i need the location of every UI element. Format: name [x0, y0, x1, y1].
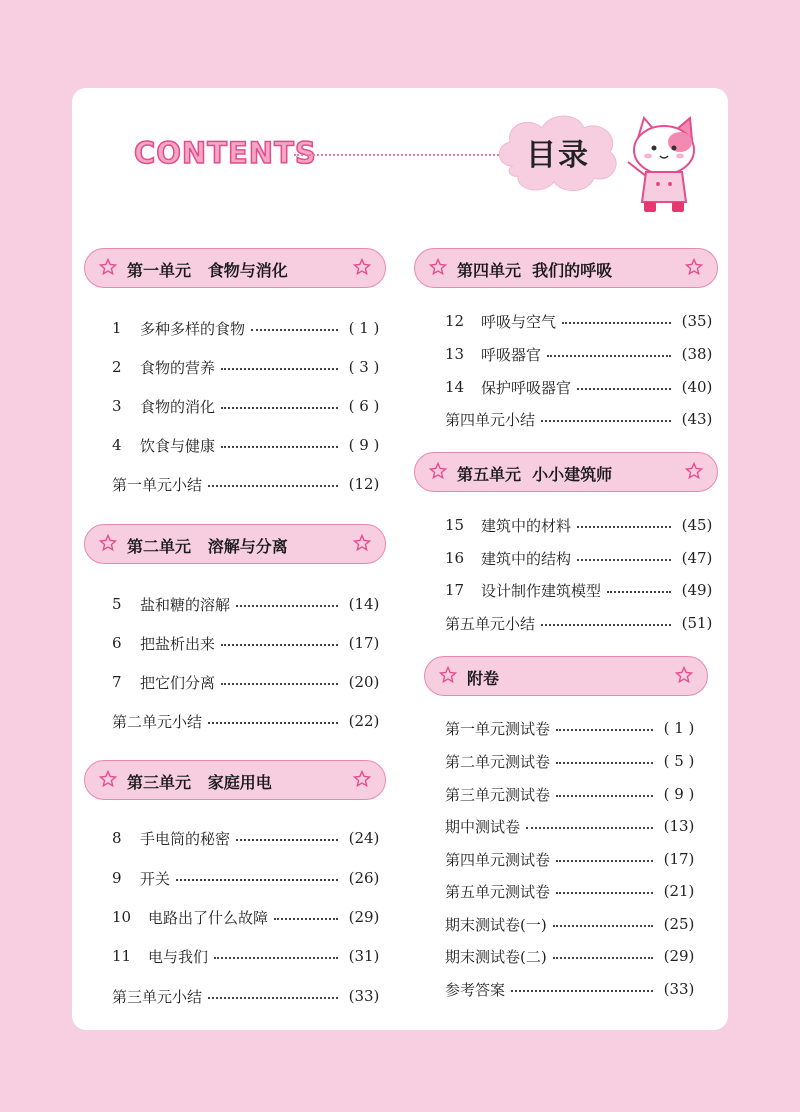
entry-page: ( 1 ): [348, 319, 380, 337]
toc-entry[interactable]: [112, 434, 384, 456]
unit-header: [84, 524, 386, 564]
entry-title: 第四单元小结: [445, 410, 536, 429]
unit-header: [84, 760, 386, 800]
dot-leader: [553, 925, 653, 927]
entry-page: (17): [663, 850, 695, 868]
entry-page: ( 1 ): [663, 719, 695, 737]
toc-entry[interactable]: [445, 612, 717, 634]
toc-entry[interactable]: [445, 913, 699, 935]
entry-title: 食物的消化: [140, 397, 216, 416]
entry-page: (45): [681, 516, 713, 534]
entry-title: 第五单元测试卷: [445, 882, 551, 901]
toc-entry[interactable]: [445, 547, 717, 569]
entry-number: 3: [112, 397, 122, 415]
toc-entry[interactable]: [445, 848, 699, 870]
entry-page: (22): [348, 712, 380, 730]
toc-entry[interactable]: [112, 356, 384, 378]
dot-leader: [556, 729, 653, 731]
entry-title: 呼吸与空气: [481, 312, 557, 331]
entry-number: 15: [445, 516, 465, 534]
dot-leader: [176, 879, 338, 881]
entry-title: 手电筒的秘密: [140, 829, 231, 848]
dot-leader: [221, 407, 338, 409]
entry-title: 期末测试卷(二): [445, 947, 547, 966]
entry-title: 电与我们: [148, 947, 209, 966]
toc-entry[interactable]: [445, 880, 699, 902]
entry-title: 建筑中的结构: [481, 549, 572, 568]
dot-leader: [607, 591, 671, 593]
entry-page: (14): [348, 595, 380, 613]
entry-page: (24): [348, 829, 380, 847]
appendix-title: 附卷: [467, 669, 500, 688]
entry-number: 16: [445, 549, 465, 567]
entry-title: 设计制作建筑模型: [481, 581, 602, 600]
entry-page: (29): [348, 908, 380, 926]
entry-title: 盐和糖的溶解: [140, 595, 231, 614]
dot-leader: [526, 827, 653, 829]
entry-page: (33): [348, 987, 380, 1005]
star-icon: [99, 534, 117, 552]
entry-title: 第四单元测试卷: [445, 850, 551, 869]
entry-title: 第三单元小结: [112, 987, 203, 1006]
unit-header: [414, 452, 718, 492]
entry-page: (47): [681, 549, 713, 567]
entry-page: (26): [348, 869, 380, 887]
dot-leader: [556, 860, 653, 862]
dot-leader: [556, 795, 653, 797]
unit-header: [414, 248, 718, 288]
entry-title: 电路出了什么故障: [148, 908, 269, 927]
toc-entry[interactable]: [112, 317, 384, 339]
star-icon: [675, 666, 693, 684]
entry-title: 把盐析出来: [140, 634, 216, 653]
entry-number: 6: [112, 634, 122, 652]
dot-leader: [577, 559, 671, 561]
entry-title: 期中测试卷: [445, 817, 521, 836]
entry-page: ( 9 ): [663, 785, 695, 803]
star-icon: [353, 770, 371, 788]
entry-title: 饮食与健康: [140, 436, 216, 455]
toc-entry[interactable]: [445, 783, 699, 805]
toc-entry[interactable]: [445, 408, 717, 430]
entry-page: (35): [681, 312, 713, 330]
toc-entry[interactable]: [112, 906, 384, 928]
entry-number: 11: [112, 947, 132, 965]
toc-entry[interactable]: [445, 978, 699, 1000]
entry-title: 食物的营养: [140, 358, 216, 377]
entry-page: ( 3 ): [348, 358, 380, 376]
unit-title: 第一单元 食物与消化: [127, 261, 288, 280]
unit-title: 第三单元 家庭用电: [127, 773, 272, 792]
toc-entry[interactable]: [112, 985, 384, 1007]
dot-leader: [214, 957, 338, 959]
entry-title: 第二单元测试卷: [445, 752, 551, 771]
entry-title: 建筑中的材料: [481, 516, 572, 535]
star-icon: [353, 258, 371, 276]
dot-leader: [556, 762, 653, 764]
dot-leader: [274, 918, 338, 920]
dot-leader: [208, 485, 338, 487]
dotted-divider: [294, 154, 506, 156]
toc-entry[interactable]: [112, 945, 384, 967]
cat-mascot-icon: [620, 116, 712, 220]
dot-leader: [553, 957, 653, 959]
dot-leader: [251, 329, 338, 331]
unit-title: 第二单元 溶解与分离: [127, 537, 288, 556]
toc-entry[interactable]: [445, 750, 699, 772]
entry-title: 期末测试卷(一): [445, 915, 547, 934]
entry-number: 13: [445, 345, 465, 363]
toc-entry[interactable]: [445, 717, 699, 739]
entry-number: 14: [445, 378, 465, 396]
dot-leader: [541, 624, 671, 626]
toc-entry[interactable]: [445, 815, 699, 837]
entry-page: (38): [681, 345, 713, 363]
entry-page: ( 5 ): [663, 752, 695, 770]
dot-leader: [236, 605, 338, 607]
star-icon: [353, 534, 371, 552]
dot-leader: [547, 355, 671, 357]
toc-entry[interactable]: [445, 579, 717, 601]
toc-entry[interactable]: [112, 827, 384, 849]
unit-title: 第四单元 我们的呼吸: [457, 261, 613, 280]
entry-page: (17): [348, 634, 380, 652]
entry-page: (29): [663, 947, 695, 965]
entry-title: 呼吸器官: [481, 345, 542, 364]
entry-number: 4: [112, 436, 122, 454]
entry-number: 1: [112, 319, 122, 337]
dot-leader: [208, 722, 338, 724]
toc-entry[interactable]: [112, 395, 384, 417]
star-icon: [429, 462, 447, 480]
toc-entry[interactable]: [112, 593, 384, 615]
entry-title: 第五单元小结: [445, 614, 536, 633]
entry-page: ( 9 ): [348, 436, 380, 454]
toc-entry[interactable]: [112, 671, 384, 693]
dot-leader: [577, 526, 671, 528]
entry-number: 12: [445, 312, 465, 330]
toc-entry[interactable]: [445, 376, 717, 398]
entry-title: 多种多样的食物: [140, 319, 246, 338]
toc-entry[interactable]: [445, 945, 699, 967]
entry-number: 5: [112, 595, 122, 613]
star-icon: [439, 666, 457, 684]
entry-page: (43): [681, 410, 713, 428]
entry-title: 第一单元小结: [112, 475, 203, 494]
entry-page: (25): [663, 915, 695, 933]
entry-page: (13): [663, 817, 695, 835]
entry-number: 7: [112, 673, 122, 691]
unit-header: [84, 248, 386, 288]
entry-title: 第三单元测试卷: [445, 785, 551, 804]
dot-leader: [221, 368, 338, 370]
entry-number: 17: [445, 581, 465, 599]
entry-page: (21): [663, 882, 695, 900]
entry-number: 2: [112, 358, 122, 376]
appendix-header: [424, 656, 708, 696]
toc-entry[interactable]: [112, 473, 384, 495]
entry-number: 10: [112, 908, 132, 926]
dot-leader: [541, 420, 671, 422]
star-icon: [429, 258, 447, 276]
entry-page: (51): [681, 614, 713, 632]
entry-page: (33): [663, 980, 695, 998]
dot-leader: [208, 997, 338, 999]
dot-leader: [562, 322, 671, 324]
entry-title: 保护呼吸器官: [481, 378, 572, 397]
toc-entry[interactable]: [445, 310, 717, 332]
entry-title: 第一单元测试卷: [445, 719, 551, 738]
star-icon: [685, 462, 703, 480]
dot-leader: [577, 388, 671, 390]
entry-page: (31): [348, 947, 380, 965]
toc-entry[interactable]: [445, 343, 717, 365]
entry-number: 8: [112, 829, 122, 847]
entry-number: 9: [112, 869, 122, 887]
dot-leader: [221, 446, 338, 448]
entry-title: 开关: [140, 869, 171, 888]
dot-leader: [511, 990, 653, 992]
entry-page: (49): [681, 581, 713, 599]
entry-page: ( 6 ): [348, 397, 380, 415]
toc-entry[interactable]: [112, 867, 384, 889]
star-icon: [685, 258, 703, 276]
unit-title: 第五单元 小小建筑师: [457, 465, 613, 484]
dot-leader: [236, 839, 338, 841]
entry-page: (40): [681, 378, 713, 396]
entry-page: (12): [348, 475, 380, 493]
entry-page: (20): [348, 673, 380, 691]
star-icon: [99, 770, 117, 788]
star-icon: [99, 258, 117, 276]
contents-heading: CONTENTS: [134, 136, 317, 170]
entry-title: 把它们分离: [140, 673, 216, 692]
entry-title: 第二单元小结: [112, 712, 203, 731]
toc-entry[interactable]: [112, 632, 384, 654]
toc-entry[interactable]: [112, 710, 384, 732]
entry-title: 参考答案: [445, 980, 506, 999]
toc-entry[interactable]: [445, 514, 717, 536]
dot-leader: [221, 644, 338, 646]
mulu-heading: 目录: [526, 138, 590, 173]
dot-leader: [221, 683, 338, 685]
dot-leader: [556, 892, 653, 894]
